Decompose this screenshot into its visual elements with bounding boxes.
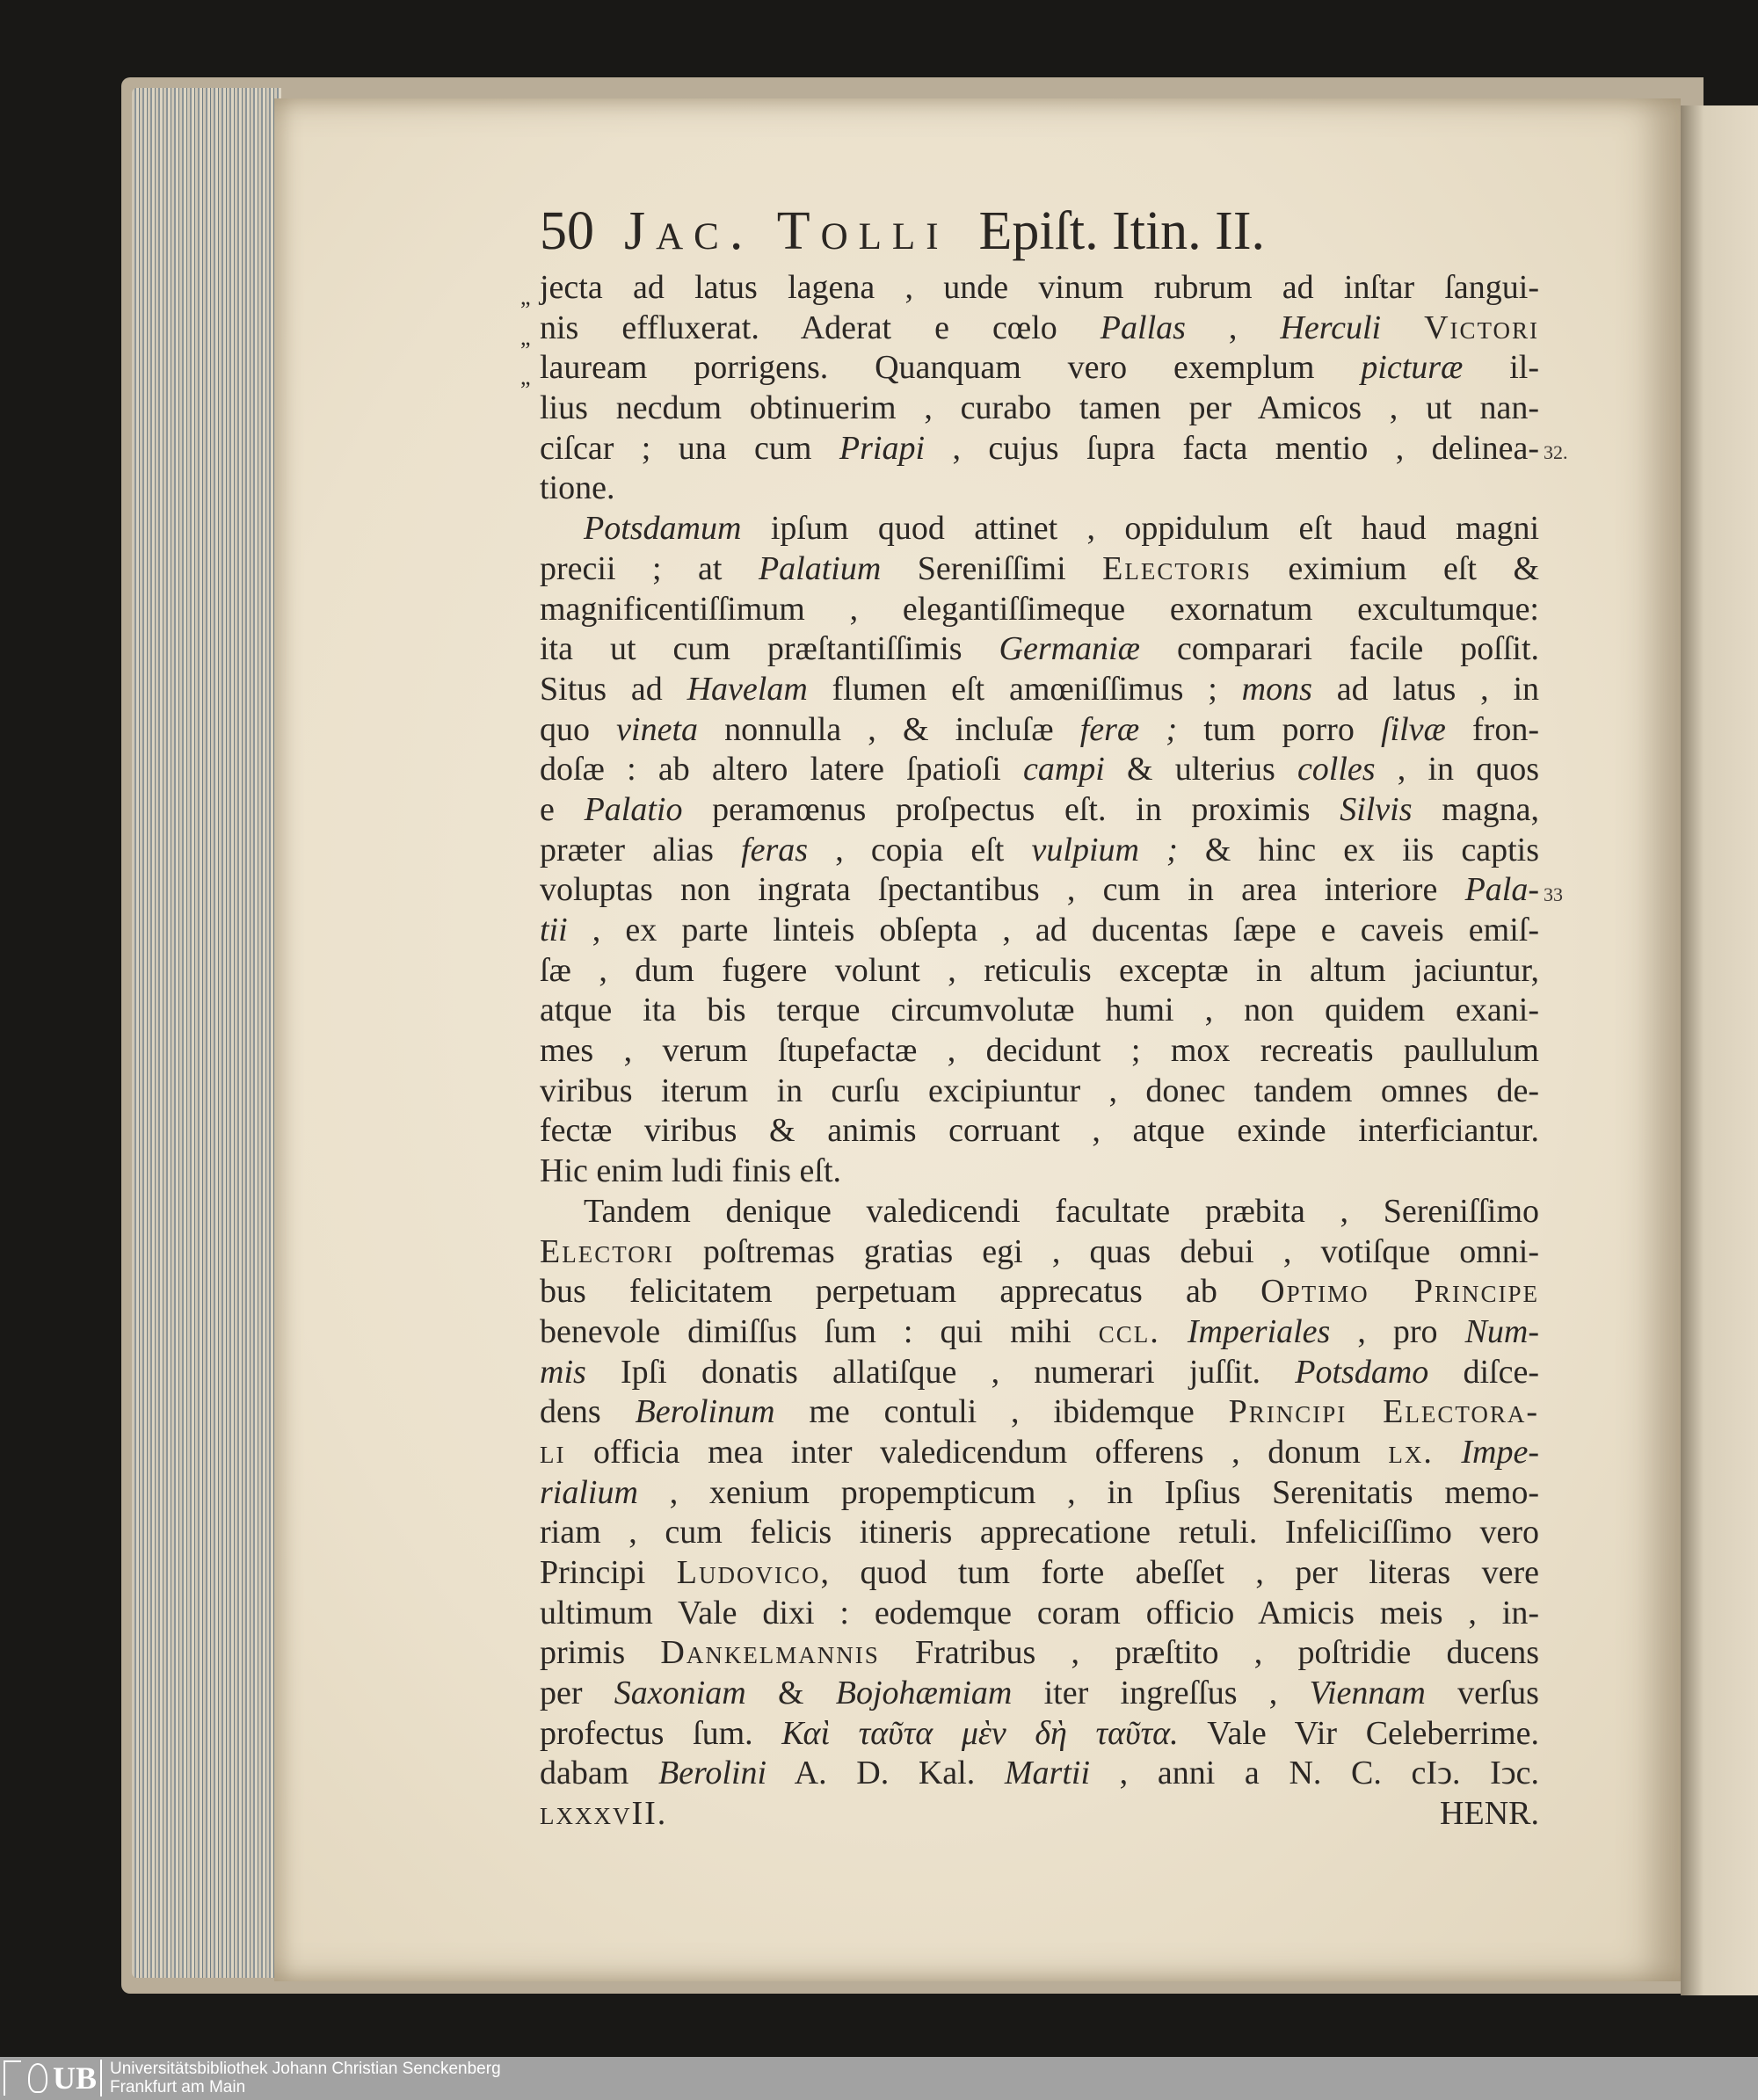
text-segment: præter alias: [540, 831, 742, 868]
text-line: [520, 348, 1540, 390]
margin-note: 32.: [1544, 440, 1568, 463]
text-segment: , pro: [1330, 1312, 1465, 1350]
text-line: [540, 831, 1539, 871]
header-author: Jac. Tolli: [624, 201, 949, 261]
small-caps-text: lxxxvII.: [540, 1795, 668, 1833]
small-caps-text: Principi Electora-: [1228, 1393, 1539, 1431]
text-segment: ad latus , in: [1311, 670, 1539, 708]
text-line: [540, 670, 1539, 710]
text-segment: flumen eſt amœniſſimus ;: [807, 670, 1242, 708]
text-segment: per: [540, 1675, 614, 1712]
text-line: [540, 1473, 1539, 1514]
text-segment: e: [540, 790, 585, 828]
small-caps-text: lx.: [1388, 1433, 1434, 1471]
text-segment: lius necdum obtinuerim , curabo tamen per Amicos , ut nan-: [540, 389, 1539, 427]
text-segment: ipſum quod attinet , oppidulum eſt haud magni: [741, 510, 1539, 548]
text-segment: peramœnus proſpectus eſt. in proximis: [682, 790, 1340, 828]
italic-text: vulpium ;: [1031, 831, 1178, 868]
text-line: [540, 1594, 1539, 1634]
text-line: [540, 790, 1539, 831]
text-segment: ciſcar ; una cum: [540, 429, 839, 467]
text-line: [540, 870, 1539, 911]
text-line: [540, 1794, 1539, 1835]
text-segment: Ipſi donatis allatiſque , numerari juſſit.: [585, 1353, 1296, 1391]
text-line: [540, 1111, 1539, 1152]
text-segment: jecta ad latus lagena , unde vinum rubrum ad inſtar ſangui-: [540, 269, 1539, 306]
text-segment: iter ingreſſus ,: [1012, 1675, 1310, 1712]
margin-note: 33: [1544, 883, 1563, 905]
italic-text: Germaniæ: [999, 630, 1140, 668]
italic-text: vineta: [616, 710, 699, 748]
text-segment: & hinc ex iis captis: [1177, 831, 1539, 868]
italic-text: rialium: [540, 1473, 638, 1511]
text-line: [540, 710, 1539, 751]
text-segment: diſce-: [1428, 1353, 1539, 1391]
text-line: [540, 629, 1539, 670]
text-segment: precii ; at: [540, 549, 759, 587]
text-line: [540, 1553, 1539, 1594]
text-segment: &: [745, 1675, 836, 1712]
italic-text: Potsdamo: [1295, 1353, 1429, 1391]
logo-portrait-icon: [28, 2063, 47, 2093]
italic-text: Berolini: [657, 1755, 767, 1792]
text-segment: il-: [1463, 349, 1540, 387]
text-line: [540, 1312, 1539, 1353]
library-city: Frankfurt am Main: [110, 2078, 246, 2096]
text-segment: [1434, 1434, 1462, 1471]
text-segment: tum porro: [1177, 710, 1381, 748]
italic-text: Havelam: [686, 670, 808, 708]
text-segment: officia mea inter valedicendum offerens , donum: [565, 1433, 1389, 1471]
text-segment: benevole dimiſſus ſum : qui mihi: [540, 1312, 1099, 1350]
small-caps-text: Victori: [1424, 309, 1540, 346]
text-line: [540, 991, 1539, 1031]
italic-text: Num-: [1464, 1312, 1540, 1350]
logo-columns-icon: [4, 2060, 21, 2096]
italic-text: feras: [741, 831, 809, 868]
text-segment: fectæ viribus & animis corruant , atque exinde interficiantur.: [540, 1112, 1539, 1150]
text-segment: [1381, 309, 1424, 346]
text-segment: Situs ad: [540, 670, 687, 708]
text-line: [540, 549, 1539, 590]
text-segment: Fratribus , præſtito , poſtridie ducens: [879, 1634, 1539, 1672]
text-line: [540, 1513, 1539, 1553]
text-segment: viribus iterum in curſu excipiuntur , donec tandem omnes de-: [540, 1072, 1539, 1109]
text-line: [540, 1674, 1539, 1714]
italic-text: campi: [1022, 751, 1105, 788]
italic-text: Berolinum: [635, 1393, 775, 1431]
text-line: [540, 1633, 1539, 1674]
italic-text: tii: [540, 912, 568, 948]
small-caps-text: Optimo Principe: [1260, 1273, 1540, 1311]
text-segment: fron-: [1445, 710, 1539, 748]
text-segment: , in quos: [1375, 751, 1539, 788]
text-line: [540, 1232, 1539, 1273]
small-caps-text: Ludovico: [676, 1554, 821, 1591]
small-caps-text: Dankelmannis: [660, 1634, 880, 1672]
text-segment: magnificentiſſimum , elegantiſſimeque exornatum excultumque:: [540, 590, 1539, 628]
text-line: [540, 1353, 1539, 1393]
italic-text: picturæ: [1361, 349, 1464, 387]
text-line: [540, 1714, 1539, 1755]
text-line: [520, 268, 1539, 309]
text-segment: doſæ : ab altero latere ſpatioſi: [540, 751, 1023, 788]
text-segment: mes , verum ſtupefactæ , decidunt ; mox recreatis paullulum: [540, 1032, 1539, 1070]
text-segment: , anni a N. C. cIↄ. Iↄc.: [1090, 1755, 1539, 1792]
italic-text: mis: [540, 1353, 586, 1391]
italic-text: Herculi: [1280, 309, 1382, 346]
text-line: [540, 590, 1539, 630]
text-segment: Tandem denique valedicendi facultate præbita , Sereniſſimo: [584, 1192, 1539, 1230]
text-segment: ultimum Vale dixi : eodemque coram officio Amicis meis , in-: [540, 1594, 1539, 1631]
text-line: [540, 429, 1539, 469]
text-segment: ſæ , dum fugere volunt , reticulis exceptæ in altum jaciuntur,: [540, 951, 1539, 989]
italic-text: mons: [1241, 670, 1312, 708]
italic-text: Palatio: [584, 790, 683, 828]
italic-text: Imperiales: [1187, 1312, 1331, 1350]
text-segment: , cujus ſupra facta mentio , delinea-: [925, 429, 1539, 467]
text-segment: nis effluxerat. Aderat e cœlo: [540, 309, 1101, 346]
text-line: [520, 309, 1540, 350]
quote-mark: „: [520, 323, 531, 350]
italic-text: Priapi: [839, 429, 926, 467]
text-line: [540, 1192, 1539, 1232]
logo-text: UB: [53, 2060, 98, 2096]
page-number: 50: [540, 201, 594, 261]
italic-text: Viennam: [1309, 1675, 1426, 1712]
italic-text: Bojohæmiam: [835, 1675, 1013, 1712]
small-caps-text: li: [540, 1433, 566, 1471]
text-segment: me contuli , ibidemque: [774, 1393, 1229, 1431]
quote-mark: „: [520, 284, 531, 309]
text-segment: verſus: [1425, 1675, 1539, 1712]
ub-logo: [4, 2060, 102, 2096]
text-segment: Vale Vir Celeberrime.: [1178, 1714, 1539, 1752]
text-segment: ita ut cum præſtantiſſimis: [540, 630, 999, 668]
text-segment: , quod tum forte abeſſet , per literas vere: [820, 1554, 1539, 1591]
italic-text: Potsdamum: [584, 510, 742, 548]
text-line: [540, 1072, 1539, 1112]
italic-text: ſilvæ: [1380, 710, 1446, 748]
text-line: [540, 1272, 1539, 1312]
text-segment: [1160, 1313, 1188, 1350]
text-segment: Principi: [540, 1554, 677, 1591]
italic-text: Silvis: [1340, 790, 1413, 828]
text-segment: dabam: [540, 1755, 658, 1792]
text-line: [540, 750, 1539, 790]
text-segment: , ex parte linteis obſepta , ad ducentas ſæpe e caveis emiſ-: [567, 912, 1539, 948]
small-caps-text: Electori: [540, 1232, 674, 1270]
signature: HENR.: [1440, 1795, 1539, 1833]
header-work: Epiſt. Itin. II.: [978, 201, 1265, 261]
page-stack-edges: [132, 88, 281, 1978]
quote-mark: „: [520, 364, 531, 390]
text-segment: ,: [1185, 309, 1281, 346]
text-line: [540, 1392, 1539, 1433]
text-segment: A. D. Kal.: [766, 1755, 1005, 1792]
small-caps-text: Electoris: [1102, 549, 1252, 587]
text-segment: voluptas non ingrata ſpectantibus , cum in area interiore: [540, 871, 1465, 909]
body-text: [520, 268, 1540, 1835]
running-header: [540, 200, 1427, 263]
text-line: [540, 1433, 1539, 1473]
italic-text: Saxoniam: [614, 1675, 746, 1712]
text-segment: , xenium propempticum , in Ipſius Serenitatis memo-: [637, 1473, 1539, 1511]
text-segment: primis: [540, 1634, 661, 1672]
text-segment: profectus ſum.: [540, 1714, 782, 1752]
text-line: [540, 911, 1539, 951]
text-segment: atque ita bis terque circumvolutæ humi , non quidem exani-: [540, 992, 1539, 1029]
text-line: [540, 1152, 1539, 1192]
text-segment: riam , cum felicis itineris apprecatione retuli. Infeliciſſimo vero: [540, 1514, 1539, 1551]
italic-text: Pala-: [1464, 871, 1539, 909]
text-line: [540, 389, 1539, 429]
text-line: [540, 469, 1539, 509]
text-line: [540, 1031, 1539, 1072]
italic-text: feræ ;: [1079, 710, 1178, 748]
italic-text: Martii: [1004, 1755, 1091, 1792]
text-segment: comparari facile poſſit.: [1139, 630, 1539, 668]
text-segment: lauream porrigens. Quanquam vero exemplum: [540, 349, 1362, 387]
italic-text: Impe-: [1461, 1433, 1540, 1471]
text-segment: magna,: [1412, 790, 1539, 828]
text-line: [540, 951, 1539, 992]
text-line: [540, 509, 1539, 549]
text-segment: dens: [540, 1393, 636, 1431]
next-page-edge: [1681, 105, 1758, 1995]
text-segment: Hic enim ludi finis eſt.: [540, 1152, 842, 1190]
text-segment: bus felicitatem perpetuam apprecatus ab: [540, 1273, 1261, 1311]
text-segment: Sereniſſimi: [881, 549, 1103, 587]
text-line: [540, 1754, 1539, 1794]
small-caps-text: ccl.: [1098, 1312, 1160, 1350]
footer-bar: [0, 2057, 1758, 2100]
text-segment: & ulterius: [1104, 751, 1297, 788]
italic-text: Palatium: [758, 549, 882, 587]
text-segment: , copia eſt: [808, 831, 1032, 868]
text-segment: nonnulla , & incluſæ: [698, 710, 1080, 748]
italic-text: colles: [1297, 751, 1376, 788]
library-name: Universitätsbibliothek Johann Christian Senckenberg: [110, 2060, 501, 2078]
text-segment: quo: [540, 710, 617, 748]
italic-text: Καὶ ταῦτα μὲν δὴ ταῦτα.: [781, 1714, 1179, 1752]
text-segment: eximium eſt &: [1251, 549, 1540, 587]
text-segment: tione.: [540, 469, 615, 507]
italic-text: Pallas: [1100, 309, 1186, 346]
text-segment: poſtremas gratias egi , quas debui , votiſque omni-: [673, 1232, 1539, 1270]
